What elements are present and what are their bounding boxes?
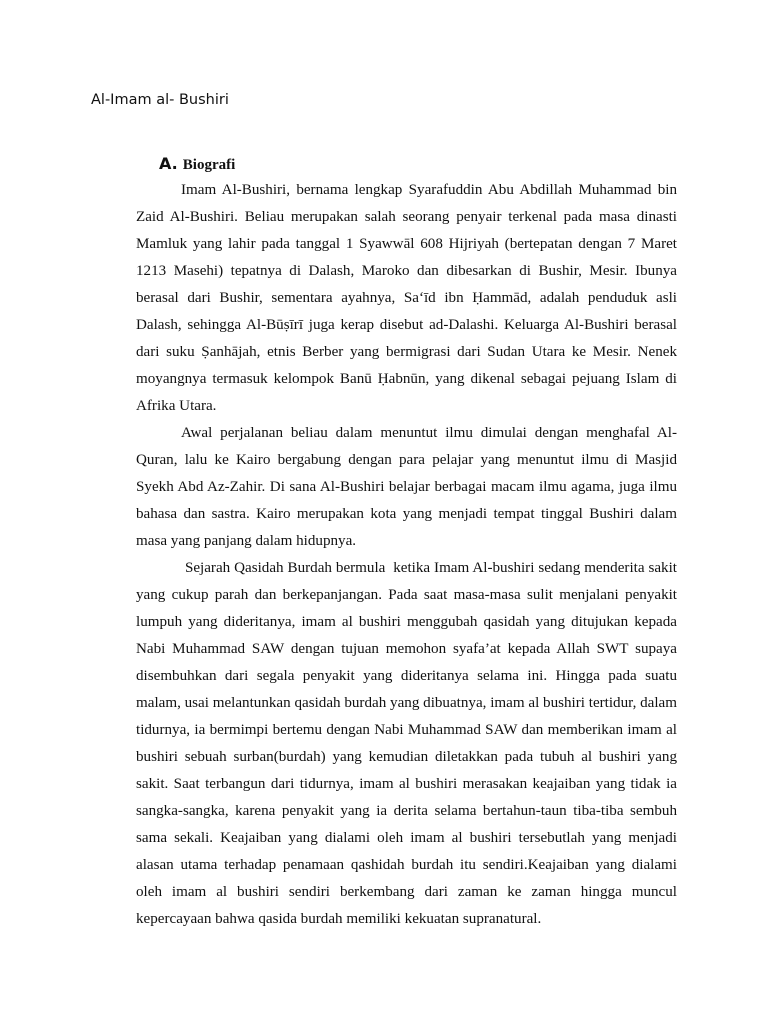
- section-letter: A.: [159, 154, 178, 173]
- section-heading-text: Biografi: [182, 157, 236, 173]
- paragraph-burdah-history: Sejarah Qasidah Burdah bermula ketika Imam Al-bushiri sedang menderita sakit yang cukup parah dan berkepanjangan. Pada saat masa-masa sulit menjalani penyakit lumpuh yang dideritanya, imam al bushiri menggubah qasidah yang ditujukan kepada Nabi Muhammad SAW dengan tujuan memohon syafa’at kepada Allah SWT supaya disembuhkan dari segala penyakit yang dideritanya selama ini. Hingga pada suatu malam, usai melantunkan qasidah burdah yang dibuatnya, imam al bushiri tertidur, dalam tidurnya, ia bermimpi bertemu dengan Nabi Muhammad SAW dan memberikan imam al bushiri sebuah surban(burdah) yang kemudian diletakkan pada tubuh al bushiri yang sakit. Saat terbangun dari tidurnya, imam al bushiri merasakan keajaiban yang tidak ia sangka-sangka, karena penyakit yang ia derita selama bertahun-taun tiba-tiba sembuh sama sekali. Keajaiban yang dialami oleh imam al bushiri tersebutlah yang menjadi alasan utama terhadap penamaan qashidah burdah itu sendiri.Keajaiban yang dialami oleh imam al bushiri sendiri berkembang dari zaman ke zaman hingga muncul kepercayaan bahwa qasida burdah memiliki kekuatan supranatural.: [136, 560, 681, 927]
- document-title: Al-Imam al- Bushiri: [91, 92, 229, 108]
- paragraph-education: Awal perjalanan beliau dalam menuntut ilmu dimulai dengan menghafal Al-Quran, lalu ke Kairo bergabung dengan para pelajar yang menuntut ilmu di Masjid Syekh Abd Az-Zahir. Di sana Al-Bushiri belajar berbagai macam ilmu agama, juga ilmu bahasa dan sastra. Kairo merupakan kota yang menjadi tempat tinggal Bushiri dalam masa yang panjang dalam hidupnya.: [136, 425, 681, 549]
- section-heading: [159, 154, 235, 174]
- section-body: [136, 177, 681, 933]
- paragraph-biography: Imam Al-Bushiri, bernama lengkap Syarafuddin Abu Abdillah Muhammad bin Zaid Al-Bushiri. Beliau merupakan salah seorang penyair terkenal pada masa dinasti Mamluk yang lahir pada tanggal 1 Syawwāl 608 Hijriyah (bertepatan dengan 7 Maret 1213 Masehi) tepatnya di Dalash, Maroko dan dibesarkan di Bushir, Mesir. Ibunya berasal dari Bushir, sementara ayahnya, Sa‘īd ibn Ḥammād, adalah penduduk asli Dalash, sehingga Al-Būṣīrī juga kerap disebut ad-Dalashi. Keluarga Al-Bushiri berasal dari suku Ṣanhājah, etnis Berber yang bermigrasi dari Sudan Utara ke Mesir. Nenek moyangnya termasuk kelompok Banū Ḥabnūn, yang dikenal sebagai pejuang Islam di Afrika Utara.: [136, 182, 681, 414]
